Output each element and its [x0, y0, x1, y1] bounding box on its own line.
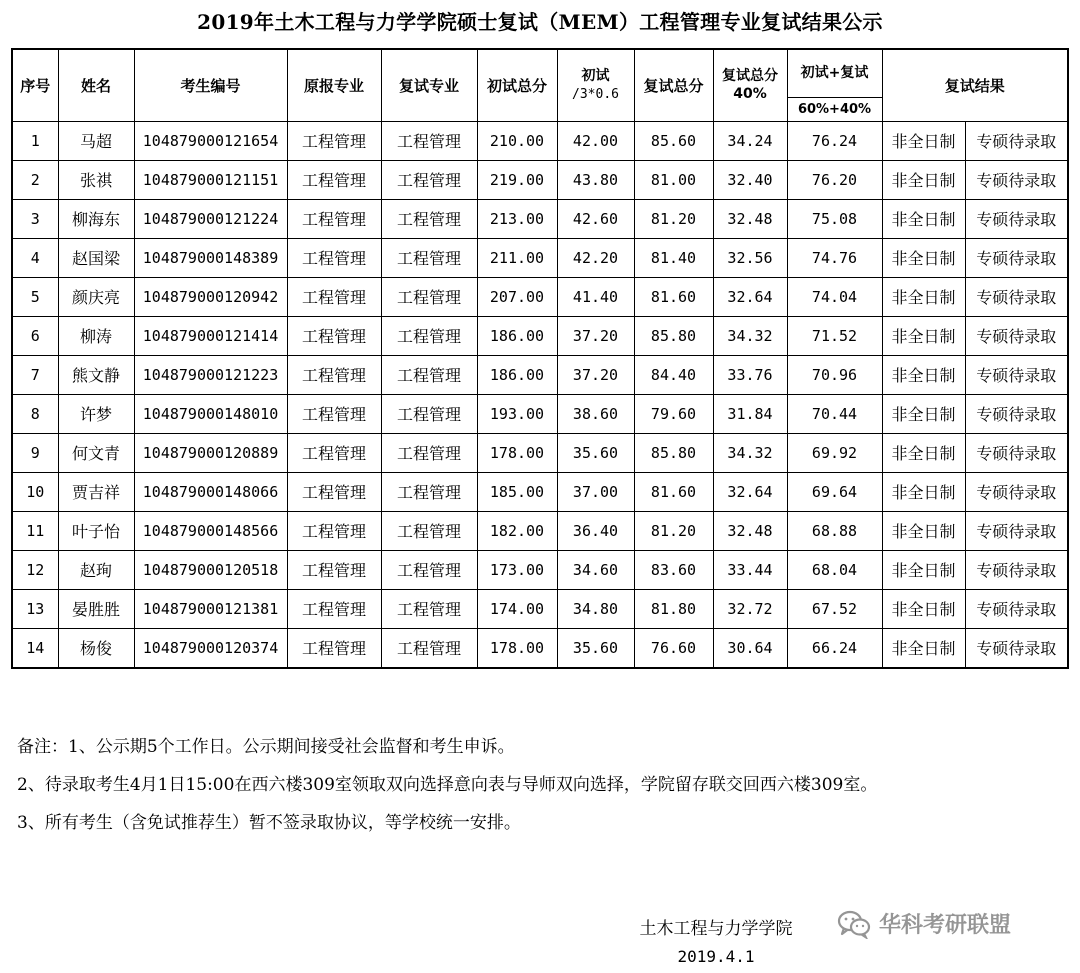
retest-major-cell: 工程管理	[381, 511, 477, 550]
initial-total-cell: 193.00	[477, 394, 557, 433]
seq-cell: 7	[12, 355, 58, 394]
orig-major-cell: 工程管理	[287, 238, 381, 277]
name-cell: 赵国梁	[58, 238, 134, 277]
retest-total-cell: 83.60	[634, 550, 713, 589]
combined-score-cell: 74.76	[787, 238, 882, 277]
combined-score-cell: 70.96	[787, 355, 882, 394]
table-row	[12, 316, 1068, 355]
retest-total-cell: 85.80	[634, 433, 713, 472]
name-cell: 晏胜胜	[58, 589, 134, 628]
study-mode-cell: 非全日制	[882, 355, 965, 394]
header-retest-total: 复试总分	[634, 49, 713, 121]
retest-major-cell: 工程管理	[381, 589, 477, 628]
exam-no-cell: 104879000148010	[134, 394, 287, 433]
exam-no-cell: 104879000121381	[134, 589, 287, 628]
initial-converted-cell: 34.60	[557, 550, 634, 589]
initial-total-cell: 173.00	[477, 550, 557, 589]
wechat-icon	[837, 909, 871, 939]
name-cell: 叶子怡	[58, 511, 134, 550]
signature-org: 土木工程与力学学院	[639, 919, 793, 939]
study-mode-cell: 非全日制	[882, 472, 965, 511]
name-cell: 何文青	[58, 433, 134, 472]
study-mode-cell: 非全日制	[882, 121, 965, 160]
table-row	[12, 589, 1068, 628]
admission-status-cell: 专硕待录取	[965, 628, 1068, 668]
exam-no-cell: 104879000120942	[134, 277, 287, 316]
table-row	[12, 277, 1068, 316]
retest-major-cell: 工程管理	[381, 160, 477, 199]
study-mode-cell: 非全日制	[882, 199, 965, 238]
combined-score-cell: 69.64	[787, 472, 882, 511]
retest-major-cell: 工程管理	[381, 238, 477, 277]
retest-major-cell: 工程管理	[381, 355, 477, 394]
initial-converted-cell: 42.00	[557, 121, 634, 160]
retest-40-cell: 32.64	[713, 277, 787, 316]
table-row	[12, 433, 1068, 472]
initial-converted-cell: 38.60	[557, 394, 634, 433]
retest-total-cell: 81.60	[634, 277, 713, 316]
initial-total-cell: 185.00	[477, 472, 557, 511]
admission-status-cell: 专硕待录取	[965, 472, 1068, 511]
name-cell: 熊文静	[58, 355, 134, 394]
table-row	[12, 550, 1068, 589]
initial-total-cell: 207.00	[477, 277, 557, 316]
name-cell: 马超	[58, 121, 134, 160]
orig-major-cell: 工程管理	[287, 355, 381, 394]
header-initial-converted	[557, 49, 634, 121]
initial-total-cell: 211.00	[477, 238, 557, 277]
retest-major-cell: 工程管理	[381, 550, 477, 589]
exam-no-cell: 104879000120374	[134, 628, 287, 668]
combined-score-cell: 74.04	[787, 277, 882, 316]
watermark	[837, 908, 1011, 939]
header-initial-converted-line2: /3*0.6	[572, 86, 619, 102]
orig-major-cell: 工程管理	[287, 160, 381, 199]
retest-40-cell: 32.72	[713, 589, 787, 628]
seq-cell: 1	[12, 121, 58, 160]
study-mode-cell: 非全日制	[882, 316, 965, 355]
exam-no-cell: 104879000148066	[134, 472, 287, 511]
combined-score-cell: 66.24	[787, 628, 882, 668]
initial-converted-cell: 35.60	[557, 433, 634, 472]
orig-major-cell: 工程管理	[287, 277, 381, 316]
header-name: 姓名	[58, 49, 134, 121]
exam-no-cell: 104879000121654	[134, 121, 287, 160]
retest-total-cell: 79.60	[634, 394, 713, 433]
admission-status-cell: 专硕待录取	[965, 394, 1068, 433]
retest-40-cell: 32.40	[713, 160, 787, 199]
retest-total-cell: 85.60	[634, 121, 713, 160]
study-mode-cell: 非全日制	[882, 511, 965, 550]
admission-status-cell: 专硕待录取	[965, 316, 1068, 355]
orig-major-cell: 工程管理	[287, 628, 381, 668]
combined-score-cell: 67.52	[787, 589, 882, 628]
retest-40-cell: 34.24	[713, 121, 787, 160]
combined-score-cell: 68.04	[787, 550, 882, 589]
initial-total-cell: 178.00	[477, 628, 557, 668]
initial-total-cell: 174.00	[477, 589, 557, 628]
exam-no-cell: 104879000120518	[134, 550, 287, 589]
retest-major-cell: 工程管理	[381, 277, 477, 316]
initial-converted-cell: 42.20	[557, 238, 634, 277]
table-row	[12, 199, 1068, 238]
exam-no-cell: 104879000121414	[134, 316, 287, 355]
combined-score-cell: 75.08	[787, 199, 882, 238]
initial-converted-cell: 34.80	[557, 589, 634, 628]
admission-status-cell: 专硕待录取	[965, 511, 1068, 550]
retest-total-cell: 81.40	[634, 238, 713, 277]
orig-major-cell: 工程管理	[287, 316, 381, 355]
study-mode-cell: 非全日制	[882, 394, 965, 433]
seq-cell: 10	[12, 472, 58, 511]
orig-major-cell: 工程管理	[287, 433, 381, 472]
name-cell: 柳海东	[58, 199, 134, 238]
name-cell: 杨俊	[58, 628, 134, 668]
combined-score-cell: 76.20	[787, 160, 882, 199]
admission-status-cell: 专硕待录取	[965, 238, 1068, 277]
exam-no-cell: 104879000148389	[134, 238, 287, 277]
retest-total-cell: 85.80	[634, 316, 713, 355]
orig-major-cell: 工程管理	[287, 550, 381, 589]
results-table	[11, 48, 1069, 669]
exam-no-cell: 104879000121223	[134, 355, 287, 394]
seq-cell: 14	[12, 628, 58, 668]
seq-cell: 2	[12, 160, 58, 199]
retest-total-cell: 81.20	[634, 199, 713, 238]
note-3: 3、所有考生（含免试推荐生）暂不签录取协议，等学校统一安排。	[17, 813, 521, 833]
admission-status-cell: 专硕待录取	[965, 121, 1068, 160]
note-2: 2、待录取考生4月1日15:00在西六楼309室领取双向选择意向表与导师双向选择，学院留存联交回西六楼309室。	[17, 775, 878, 795]
retest-total-cell: 84.40	[634, 355, 713, 394]
retest-40-cell: 32.48	[713, 511, 787, 550]
initial-total-cell: 186.00	[477, 355, 557, 394]
retest-total-cell: 76.60	[634, 628, 713, 668]
admission-status-cell: 专硕待录取	[965, 355, 1068, 394]
seq-cell: 11	[12, 511, 58, 550]
retest-total-cell: 81.60	[634, 472, 713, 511]
retest-40-cell: 33.44	[713, 550, 787, 589]
study-mode-cell: 非全日制	[882, 238, 965, 277]
study-mode-cell: 非全日制	[882, 277, 965, 316]
name-cell: 许梦	[58, 394, 134, 433]
combined-score-cell: 76.24	[787, 121, 882, 160]
retest-total-cell: 81.00	[634, 160, 713, 199]
retest-40-cell: 32.48	[713, 199, 787, 238]
initial-converted-cell: 43.80	[557, 160, 634, 199]
retest-major-cell: 工程管理	[381, 472, 477, 511]
header-result: 复试结果	[882, 49, 1068, 121]
initial-converted-cell: 41.40	[557, 277, 634, 316]
retest-40-cell: 34.32	[713, 433, 787, 472]
name-cell: 赵珣	[58, 550, 134, 589]
initial-total-cell: 178.00	[477, 433, 557, 472]
initial-converted-cell: 36.40	[557, 511, 634, 550]
exam-no-cell: 104879000121151	[134, 160, 287, 199]
study-mode-cell: 非全日制	[882, 628, 965, 668]
watermark-text: 华科考研联盟	[879, 913, 1012, 938]
table-row	[12, 238, 1068, 277]
retest-major-cell: 工程管理	[381, 199, 477, 238]
header-combined: 初试+复试	[787, 49, 882, 97]
admission-status-cell: 专硕待录取	[965, 589, 1068, 628]
retest-major-cell: 工程管理	[381, 121, 477, 160]
combined-score-cell: 68.88	[787, 511, 882, 550]
initial-converted-cell: 37.20	[557, 355, 634, 394]
note-1: 备注：1、公示期5个工作日。公示期间接受社会监督和考生申诉。	[17, 737, 515, 757]
header-seq: 序号	[12, 49, 58, 121]
seq-cell: 6	[12, 316, 58, 355]
study-mode-cell: 非全日制	[882, 589, 965, 628]
orig-major-cell: 工程管理	[287, 199, 381, 238]
header-initial-converted-line1: 初试	[581, 67, 610, 84]
table-row	[12, 160, 1068, 199]
retest-40-cell: 32.64	[713, 472, 787, 511]
table-body	[12, 121, 1068, 668]
retest-major-cell: 工程管理	[381, 628, 477, 668]
exam-no-cell: 104879000120889	[134, 433, 287, 472]
initial-converted-cell: 37.00	[557, 472, 634, 511]
retest-40-cell: 32.56	[713, 238, 787, 277]
table-row	[12, 121, 1068, 160]
study-mode-cell: 非全日制	[882, 550, 965, 589]
retest-40-cell: 33.76	[713, 355, 787, 394]
initial-converted-cell: 37.20	[557, 316, 634, 355]
retest-40-cell: 34.32	[713, 316, 787, 355]
retest-major-cell: 工程管理	[381, 394, 477, 433]
orig-major-cell: 工程管理	[287, 394, 381, 433]
study-mode-cell: 非全日制	[882, 160, 965, 199]
retest-total-cell: 81.80	[634, 589, 713, 628]
initial-total-cell: 213.00	[477, 199, 557, 238]
orig-major-cell: 工程管理	[287, 121, 381, 160]
initial-total-cell: 219.00	[477, 160, 557, 199]
seq-cell: 12	[12, 550, 58, 589]
orig-major-cell: 工程管理	[287, 511, 381, 550]
header-retest-major: 复试专业	[381, 49, 477, 121]
exam-no-cell: 104879000148566	[134, 511, 287, 550]
name-cell: 颜庆亮	[58, 277, 134, 316]
exam-no-cell: 104879000121224	[134, 199, 287, 238]
combined-score-cell: 70.44	[787, 394, 882, 433]
admission-status-cell: 专硕待录取	[965, 277, 1068, 316]
seq-cell: 3	[12, 199, 58, 238]
signature-date: 2019.4.1	[677, 947, 755, 966]
header-exam-no: 考生编号	[134, 49, 287, 121]
name-cell: 张祺	[58, 160, 134, 199]
seq-cell: 8	[12, 394, 58, 433]
retest-major-cell: 工程管理	[381, 316, 477, 355]
initial-converted-cell: 35.60	[557, 628, 634, 668]
header-retest-40: 复试总分40%	[713, 49, 787, 121]
combined-score-cell: 71.52	[787, 316, 882, 355]
table-row	[12, 355, 1068, 394]
notes	[17, 728, 877, 842]
signature	[621, 916, 811, 970]
initial-total-cell: 210.00	[477, 121, 557, 160]
orig-major-cell: 工程管理	[287, 589, 381, 628]
admission-status-cell: 专硕待录取	[965, 550, 1068, 589]
header-combined-weights: 60%+40%	[787, 97, 882, 121]
combined-score-cell: 69.92	[787, 433, 882, 472]
table-row	[12, 394, 1068, 433]
header-initial-total: 初试总分	[477, 49, 557, 121]
retest-total-cell: 81.20	[634, 511, 713, 550]
table-row	[12, 628, 1068, 668]
retest-40-cell: 30.64	[713, 628, 787, 668]
page-title: 2019年土木工程与力学学院硕士复试（MEM）工程管理专业复试结果公示	[197, 10, 883, 34]
initial-total-cell: 186.00	[477, 316, 557, 355]
name-cell: 贾吉祥	[58, 472, 134, 511]
admission-status-cell: 专硕待录取	[965, 199, 1068, 238]
header-orig-major: 原报专业	[287, 49, 381, 121]
initial-converted-cell: 42.60	[557, 199, 634, 238]
study-mode-cell: 非全日制	[882, 433, 965, 472]
seq-cell: 13	[12, 589, 58, 628]
orig-major-cell: 工程管理	[287, 472, 381, 511]
table-row	[12, 472, 1068, 511]
name-cell: 柳涛	[58, 316, 134, 355]
initial-total-cell: 182.00	[477, 511, 557, 550]
admission-status-cell: 专硕待录取	[965, 433, 1068, 472]
seq-cell: 9	[12, 433, 58, 472]
admission-status-cell: 专硕待录取	[965, 160, 1068, 199]
retest-40-cell: 31.84	[713, 394, 787, 433]
seq-cell: 4	[12, 238, 58, 277]
table-row	[12, 511, 1068, 550]
seq-cell: 5	[12, 277, 58, 316]
retest-major-cell: 工程管理	[381, 433, 477, 472]
